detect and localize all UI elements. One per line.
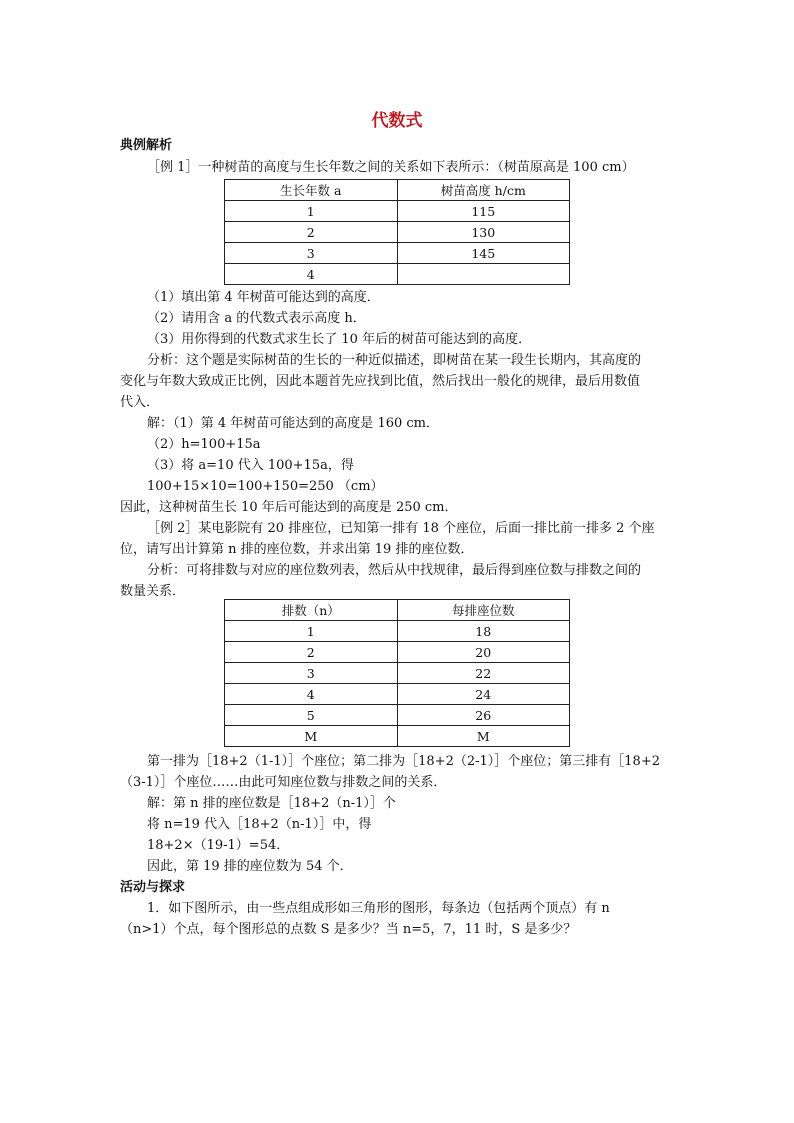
example2-rule-line: （3-1）］个座位……由此可知座位数与排数之间的关系． xyxy=(120,775,447,790)
example1-subquestion-1: （1）填出第 4 年树苗可能达到的高度． xyxy=(147,290,380,305)
table-row xyxy=(225,684,570,705)
section-heading-activity: 活动与探求 xyxy=(120,880,186,895)
example1-analysis-line: 变化与年数大致成正比例，因此本题首先应找到比值，然后找出一般化的规律，最后用数值 xyxy=(120,374,641,389)
table-cell: 5 xyxy=(225,705,398,726)
example1-subquestion-2: （2）请用含 a 的代数式表示高度 h． xyxy=(147,311,366,326)
table-cell: 18 xyxy=(397,621,570,642)
table-cell: 115 xyxy=(397,201,570,222)
table-row xyxy=(225,243,570,264)
example1-subquestion-3: （3）用你得到的代数式求生长了 10 年后的树苗可能达到的高度． xyxy=(147,332,532,347)
table-row xyxy=(225,726,570,747)
example2-rule-line: 第一排为［18+2（1-1）］个座位；第二排为［18+2（2-1）］个座位；第三排有［18+2 xyxy=(147,754,660,769)
table-cell: 26 xyxy=(397,705,570,726)
example2-solution-line: 18+2×（19-1）=54． xyxy=(147,838,290,853)
activity-line: 1．如下图所示，由一些点组成形如三角形的图形，每条边（包括两个顶点）有 n xyxy=(147,901,610,916)
table-cell: M xyxy=(397,726,570,747)
example2-analysis-line: 数量关系． xyxy=(120,584,186,599)
example1-solution-line: （3）将 a=10 代入 100+15a，得 xyxy=(147,458,354,473)
table-header-row xyxy=(225,600,570,621)
table-cell: 4 xyxy=(225,684,398,705)
example1-solution-line: （2）h=100+15a xyxy=(147,437,261,452)
table-cell: 2 xyxy=(225,642,398,663)
example2-solution-line: 将 n=19 代入［18+2（n-1）］中，得 xyxy=(147,817,372,832)
table-row xyxy=(225,222,570,243)
table-row xyxy=(225,264,570,285)
example2-question-line: ［例 2］某电影院有 20 排座位，已知第一排有 18 个座位，后面一排比前一排多 2 个座 xyxy=(147,521,655,536)
table-row xyxy=(225,663,570,684)
table-cell: 2 xyxy=(225,222,398,243)
table-header-cell: 生长年数 a xyxy=(225,180,398,201)
table-cell: 3 xyxy=(225,243,398,264)
example1-question: ［例 1］一种树苗的高度与生长年数之间的关系如下表所示：（树苗原高是 100 cm） xyxy=(147,160,635,175)
table-row xyxy=(225,201,570,222)
example2-question-line: 位，请写出计算第 n 排的座位数，并求出第 19 排的座位数． xyxy=(120,542,474,557)
example1-conclusion: 因此，这种树苗生长 10 年后可能达到的高度是 250 cm． xyxy=(120,500,458,515)
example1-solution-line: 解：（1）第 4 年树苗可能达到的高度是 160 cm． xyxy=(147,416,439,431)
example1-analysis-line: 代入． xyxy=(120,395,160,410)
table-cell: 3 xyxy=(225,663,398,684)
table-cell: 4 xyxy=(225,264,398,285)
table-cell: 20 xyxy=(397,642,570,663)
example2-analysis-line: 分析：可将排数与对应的座位数列表，然后从中找规律，最后得到座位数与排数之间的 xyxy=(147,563,642,578)
table-row xyxy=(225,621,570,642)
example2-solution-line: 解：第 n 排的座位数是［18+2（n-1）］个 xyxy=(147,796,396,811)
table-cell: 22 xyxy=(397,663,570,684)
table-header-cell: 排数（n） xyxy=(225,600,398,621)
table-header-cell: 树苗高度 h/cm xyxy=(397,180,570,201)
section-heading-examples: 典例解析 xyxy=(120,138,173,153)
example2-conclusion: 因此，第 19 排的座位数为 54 个． xyxy=(147,859,353,874)
table-cell: 145 xyxy=(397,243,570,264)
table-header-cell: 每排座位数 xyxy=(397,600,570,621)
page-title: 代数式 xyxy=(371,111,423,131)
example1-solution-line: 100+15×10=100+150=250 （cm） xyxy=(147,479,384,494)
table-cell: 1 xyxy=(225,201,398,222)
table-cell xyxy=(397,264,570,285)
seats-table xyxy=(224,599,570,747)
table-cell: 24 xyxy=(397,684,570,705)
table-cell: 1 xyxy=(225,621,398,642)
table-row xyxy=(225,705,570,726)
table-cell: M xyxy=(225,726,398,747)
table-row xyxy=(225,642,570,663)
growth-table xyxy=(224,179,570,285)
activity-line: （n>1）个点，每个图形总的点数 S 是多少？当 n=5，7，11 时，S 是多少？ xyxy=(120,922,577,937)
table-cell: 130 xyxy=(397,222,570,243)
table-header-row xyxy=(225,180,570,201)
example1-analysis-line: 分析：这个题是实际树苗的生长的一种近似描述，即树苗在某一段生长期内，其高度的 xyxy=(147,353,642,368)
